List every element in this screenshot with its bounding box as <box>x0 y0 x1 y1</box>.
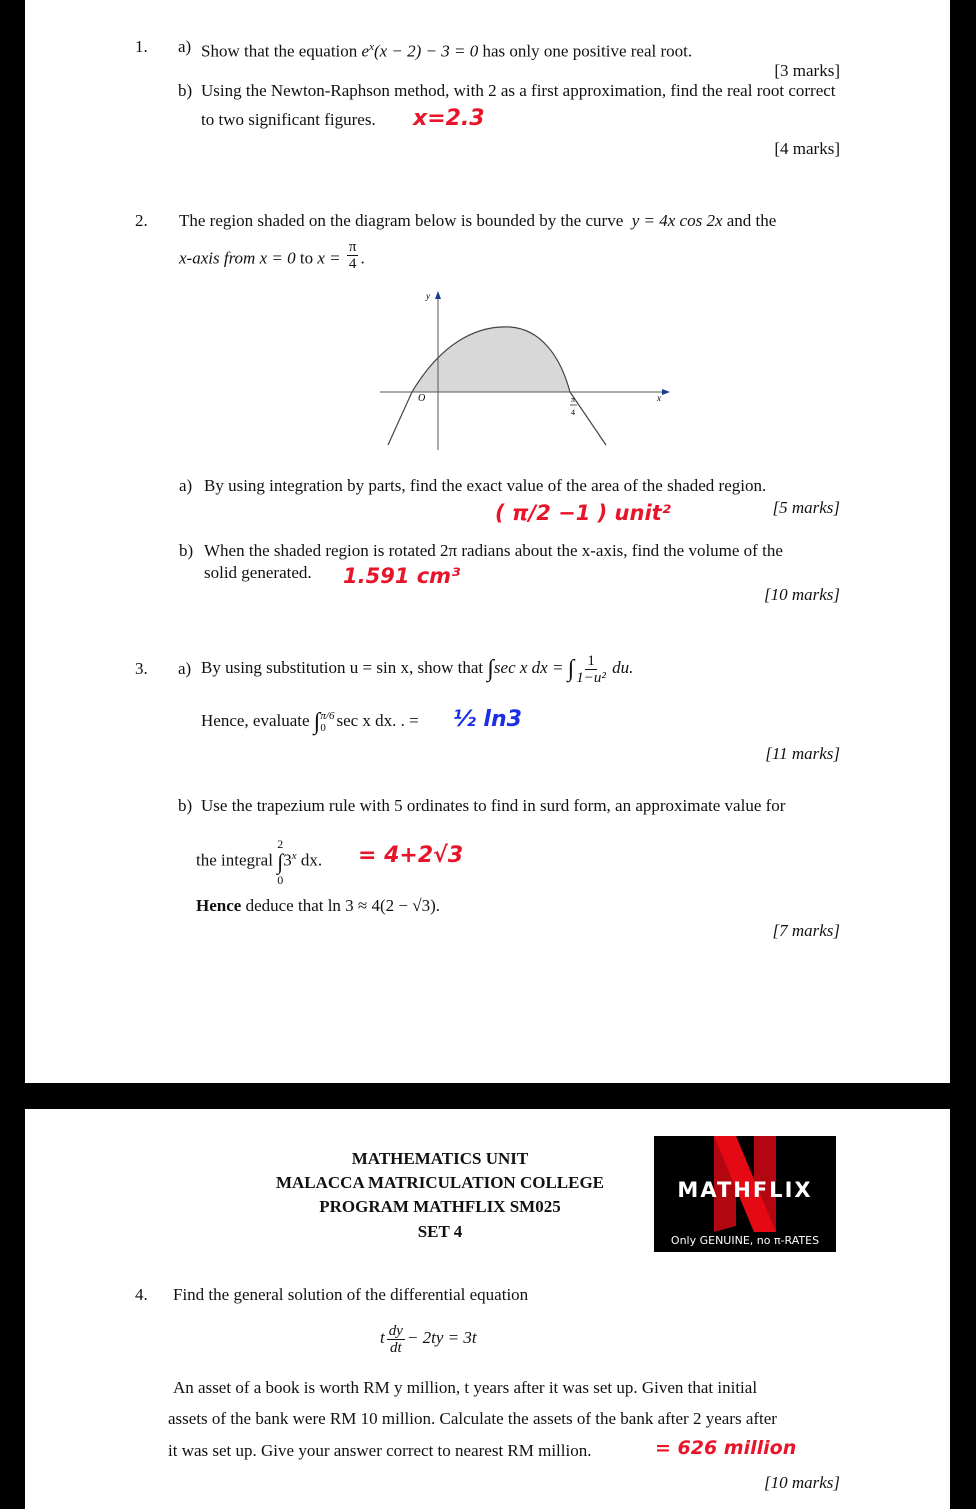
q3a-hence: Hence, evaluate ∫ π/6 0 sec x dx. . = <box>201 709 419 736</box>
q1a-label: a) <box>178 37 192 56</box>
q1a-text: Show that the equation $e^x(x - 2) - 3 = 0$ has only one positive real root. <box>201 41 693 61</box>
q4-text: Find the general solution of the differential equation <box>173 1285 529 1304</box>
logo-tagline: Only GENUINE, no π-RATES <box>670 1234 820 1247</box>
q3b-integral: the integral 2 ∫ 0 3$^x$ dx. <box>196 836 323 887</box>
q1b-label: b) <box>178 81 193 100</box>
q3a-text: By using substitution u = sin x, show that ∫sec x dx = ∫ $\frac{1}{\text{1−u²}}$ du. <box>201 652 634 686</box>
q4-marks: [10 marks] <box>763 1473 840 1492</box>
q2a-text: By using integration by parts, find the exact value of the area of the shaded region. <box>204 476 767 495</box>
header-set: SET 4 <box>417 1222 463 1241</box>
header-program: PROGRAM MATHFLIX SM025 <box>319 1197 561 1216</box>
q3a-handwritten-answer: ½ ln3 <box>453 707 522 732</box>
tick-pi: π <box>571 395 576 404</box>
q4-equation: t $\frac{dy}{dt}$ − 2ty = 3t <box>380 1322 477 1356</box>
q3b-marks: [7 marks] <box>772 921 840 940</box>
q3a-label: a) <box>178 659 192 678</box>
q2b-marks: [10 marks] <box>763 585 840 604</box>
q1b-text-line2: to two significant figures. <box>201 110 376 129</box>
q1b-text-line1: Using the Newton-Raphson method, with 2 as a first approximation, find the real root correct <box>201 81 836 100</box>
q4-paragraph-line1: An asset of a book is worth RM y million, t years after it was set up. Given that initial <box>173 1378 758 1397</box>
y-axis-arrow <box>435 291 441 299</box>
q2b-text-line1: When the shaded region is rotated 2π radians about the x-axis, find the volume of the <box>204 541 783 560</box>
q3a-marks: [11 marks] <box>765 744 840 763</box>
q3-number: 3. <box>135 659 148 678</box>
q3b-hence: Hence deduce that ln 3 ≈ 4(2 − √3). <box>196 896 440 915</box>
q2-text-line2: x-axis from x = 0 to x = $\frac{\pi}{4}$ . <box>179 239 365 272</box>
q2b-label: b) <box>179 541 194 560</box>
origin-label: O <box>418 393 426 404</box>
q1-number: 1. <box>135 37 148 56</box>
q2-text-line1: The region shaded on the diagram below is bounded by the curve y = 4x cos 2x and the <box>179 211 777 230</box>
q2a-label: a) <box>179 476 193 495</box>
tick-four: 4 <box>571 408 575 417</box>
q2b-handwritten-answer: 1.591 cm³ <box>343 564 461 588</box>
q3b-label: b) <box>178 796 193 815</box>
x-axis-arrow <box>662 389 670 395</box>
header-college: MALACCA MATRICULATION COLLEGE <box>275 1173 605 1192</box>
q4-number: 4. <box>135 1285 148 1304</box>
q1b-handwritten-answer: x=2.3 <box>413 106 485 131</box>
page-1 <box>25 0 950 1083</box>
q3b-handwritten-answer: = 4+2√3 <box>358 843 464 868</box>
q1a-marks: [3 marks] <box>774 61 840 80</box>
q2-number: 2. <box>135 211 148 230</box>
q2a-handwritten-answer: ( π/2 −1 ) unit² <box>495 501 671 525</box>
x-axis-label: x <box>657 393 661 403</box>
q2a-marks: [5 marks] <box>772 498 840 517</box>
q1b-marks: [4 marks] <box>774 139 840 158</box>
y-axis-label: y <box>426 291 430 301</box>
q4-paragraph-line2: assets of the bank were RM 10 million. Calculate the assets of the bank after 2 years after <box>168 1409 777 1428</box>
logo-name: MATHFLIX <box>677 1178 813 1202</box>
q2-graph <box>380 285 661 450</box>
q4-paragraph-line3: it was set up. Give your answer correct to nearest RM million. <box>168 1441 592 1460</box>
header-mathematics-unit: MATHEMATICS UNIT <box>351 1149 529 1168</box>
q3b-text: Use the trapezium rule with 5 ordinates to find in surd form, an approximate value for <box>201 796 786 815</box>
q2b-text-line2: solid generated. <box>204 563 312 582</box>
q4-handwritten-answer: = 626 million <box>655 1437 797 1459</box>
page-2 <box>25 1109 950 1509</box>
mathflix-logo <box>654 1136 836 1252</box>
